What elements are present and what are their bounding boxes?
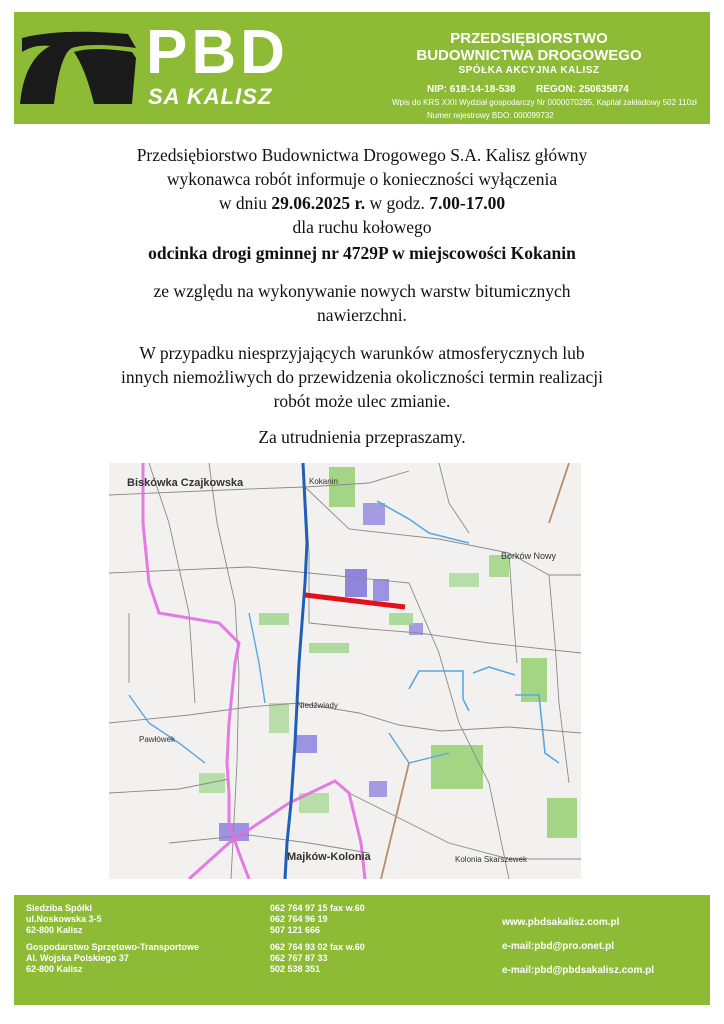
farm-city: 62-800 Kalisz <box>26 964 83 974</box>
phone-2: 062 764 96 19 <box>270 914 328 924</box>
water-line <box>473 667 515 675</box>
map-label-niedzwiady: Niedźwiady <box>297 701 338 710</box>
farm-title: Gospodarstwo Sprzętowo-Transportowe <box>26 942 200 952</box>
footer-phones <box>270 903 365 975</box>
closure-map <box>109 463 581 879</box>
seat-title: Siedziba Spółki <box>26 903 93 913</box>
website-link[interactable]: www.pbdsakalisz.com.pl <box>502 917 620 928</box>
building-area <box>345 569 367 597</box>
field-patch <box>199 773 225 793</box>
company-line-1: PRZEDSIĘBIORSTWO <box>450 30 608 47</box>
closure-date: 29.06.2025 r. <box>271 193 366 213</box>
footer-addresses <box>26 903 199 975</box>
building-area <box>369 781 387 797</box>
building-area <box>373 579 389 601</box>
notice-hours-prefix: w godz. <box>365 193 430 213</box>
email-link-1[interactable]: e-mail:pbd@pro.onet.pl <box>502 941 614 952</box>
company-name <box>354 30 704 78</box>
map-label-majkow: Majków-Kolonia <box>287 851 371 863</box>
phone-1: 062 764 97 15 fax w.60 <box>270 903 365 913</box>
letterhead-banner <box>14 12 710 124</box>
seat-street: ul.Noskowska 3-5 <box>26 914 102 924</box>
closure-hours: 7.00-17.00 <box>429 193 506 213</box>
farm-street: Al. Wojska Polskiego 37 <box>26 953 129 963</box>
regon-number: REGON: 250635874 <box>536 84 629 95</box>
phone-4: 062 764 93 02 fax w.60 <box>270 942 365 952</box>
phone-6: 502 538 351 <box>270 964 321 974</box>
main-road-line <box>285 463 307 879</box>
local-roads <box>109 463 581 879</box>
forest-area <box>431 745 483 789</box>
field-patch <box>269 703 289 733</box>
map-label-biskowka: Biskówka Czajkowska <box>127 477 244 489</box>
registry-number: Numer rejestrowy BDO: 000099732 <box>427 111 554 120</box>
field-patch <box>449 573 479 587</box>
road-logo-icon <box>20 30 138 108</box>
notice-line: W przypadku niesprzyjających warunków atmosferycznych lub <box>139 343 585 363</box>
map-label-kokanin: Kokanin <box>309 477 338 486</box>
admin-boundary <box>189 781 365 879</box>
phone-5: 062 767 87 33 <box>270 953 328 963</box>
apology-line: Za utrudnienia przepraszamy. <box>258 427 466 447</box>
road-section: odcinka drogi gminnej nr 4729P w miejscowości Kokanin <box>148 243 576 263</box>
notice-line: nawierzchni. <box>317 305 407 325</box>
footer-web <box>502 911 654 983</box>
notice-line: robót może ulec zmianie. <box>273 391 451 411</box>
forest-area <box>329 467 355 507</box>
forest-area <box>547 798 577 838</box>
company-line-3: SPÓŁKA AKCYJNA KALISZ <box>458 65 600 76</box>
map-drawing <box>109 463 581 879</box>
notice-line: wykonawca robót informuje o konieczności wyłączenia <box>166 169 558 189</box>
notice-line: ze względu na wykonywanie nowych warstw bitumicznych <box>153 281 571 301</box>
notice-date-line <box>60 191 664 215</box>
phone-3: 507 121 666 <box>270 925 321 935</box>
company-line-2: BUDOWNICTWA DROGOWEGO <box>416 47 642 64</box>
field-patch <box>259 613 289 625</box>
notice-line: Przedsiębiorstwo Budownictwa Drogowego S.A. Kalisz główny <box>136 145 588 165</box>
water-line <box>129 695 205 763</box>
water-line <box>249 613 265 703</box>
admin-boundary <box>143 463 249 879</box>
map-label-pawlowek: Pawłówek <box>139 735 176 744</box>
map-label-kolonia: Kolonia Skarszewek <box>455 855 528 864</box>
logo-sa-kalisz: SA KALISZ <box>148 84 273 109</box>
notice-line: dla ruchu kołowego <box>292 217 432 237</box>
building-area <box>295 735 317 753</box>
nip-number: NIP: 618-14-18-538 <box>427 84 516 95</box>
letterhead-footer <box>14 895 710 1005</box>
water-line <box>377 501 469 543</box>
water-line <box>409 671 469 711</box>
notice-body <box>60 143 664 449</box>
building-area <box>363 503 385 525</box>
logo-pbd: PBD <box>146 18 289 87</box>
seat-city: 62-800 Kalisz <box>26 925 83 935</box>
email-link-2[interactable]: e-mail:pbd@pbdsakalisz.com.pl <box>502 965 655 976</box>
field-patch <box>309 643 349 653</box>
map-label-borkow: Borków Nowy <box>501 551 557 561</box>
krs-info: Wpis do KRS XXII Wydział gospodarczy Nr 0000070295, Kapitał zakładowy 502 110zł <box>392 98 697 107</box>
notice-date-prefix: w dniu <box>218 193 272 213</box>
field-patch <box>389 613 413 625</box>
notice-line: innych niemożliwych do przewidzenia okoliczności termin realizacji <box>120 367 604 387</box>
